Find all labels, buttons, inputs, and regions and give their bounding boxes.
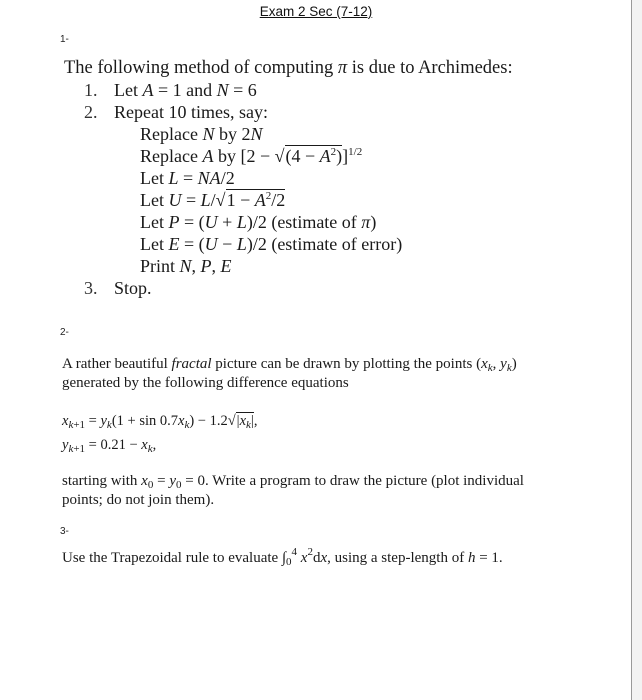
q2-equation-y: $y_{k+1} = 0.21 - x_k$,	[62, 437, 157, 455]
q1-substep-let-e: Let E = (U − L)/2 (estimate of error)	[140, 234, 403, 254]
q3-number: 3-	[60, 526, 69, 537]
q2-instructions: starting with $x_0 = y_0 = 0$. Write a program to draw the picture (plot individual points; do not join them).	[62, 473, 524, 508]
q1-number: 1-	[60, 34, 69, 45]
q1-substep-let-l: Let L = NA/2	[140, 168, 235, 188]
q1-substep-replace-n: Replace N by 2N	[140, 124, 263, 144]
q2-description: A rather beautiful fractal picture can be drawn by plotting the points ($x_k$, $y_k$) generated by the following difference equations	[62, 356, 517, 391]
q1-step-1: 1. Let A = 1 and N = 6	[84, 80, 257, 100]
q1-step-3: 3. Stop.	[84, 278, 152, 298]
q3-description: Use the Trapezoidal rule to evaluate $\int_0^4$ $x^2dx$, using a step-length of h = 1.	[62, 546, 503, 568]
q1-substep-replace-a: Replace A by $[2 - √(4 - A^2)]^{1/2}$	[140, 146, 363, 166]
q1-substep-let-p: Let P = (U + L)/2 (estimate of π)	[140, 212, 377, 232]
q2-equation-x: $x_{k+1} = y_k(1 + \sin 0.7x_k) - 1.2√|x_k|$,	[62, 413, 258, 431]
q1-substep-let-u: Let $U = L/√1 - A^2/2$	[140, 190, 286, 210]
q1-substep-print: Print N, P, E	[140, 256, 232, 276]
exam-title: Exam 2 Sec (7-12)	[259, 4, 373, 19]
page-edge-margin	[632, 0, 642, 700]
q1-intro: The following method of computing π is due to Archimedes:	[64, 58, 513, 78]
q1-step-2: 2. Repeat 10 times, say:	[84, 102, 268, 122]
q2-number: 2-	[60, 327, 69, 338]
